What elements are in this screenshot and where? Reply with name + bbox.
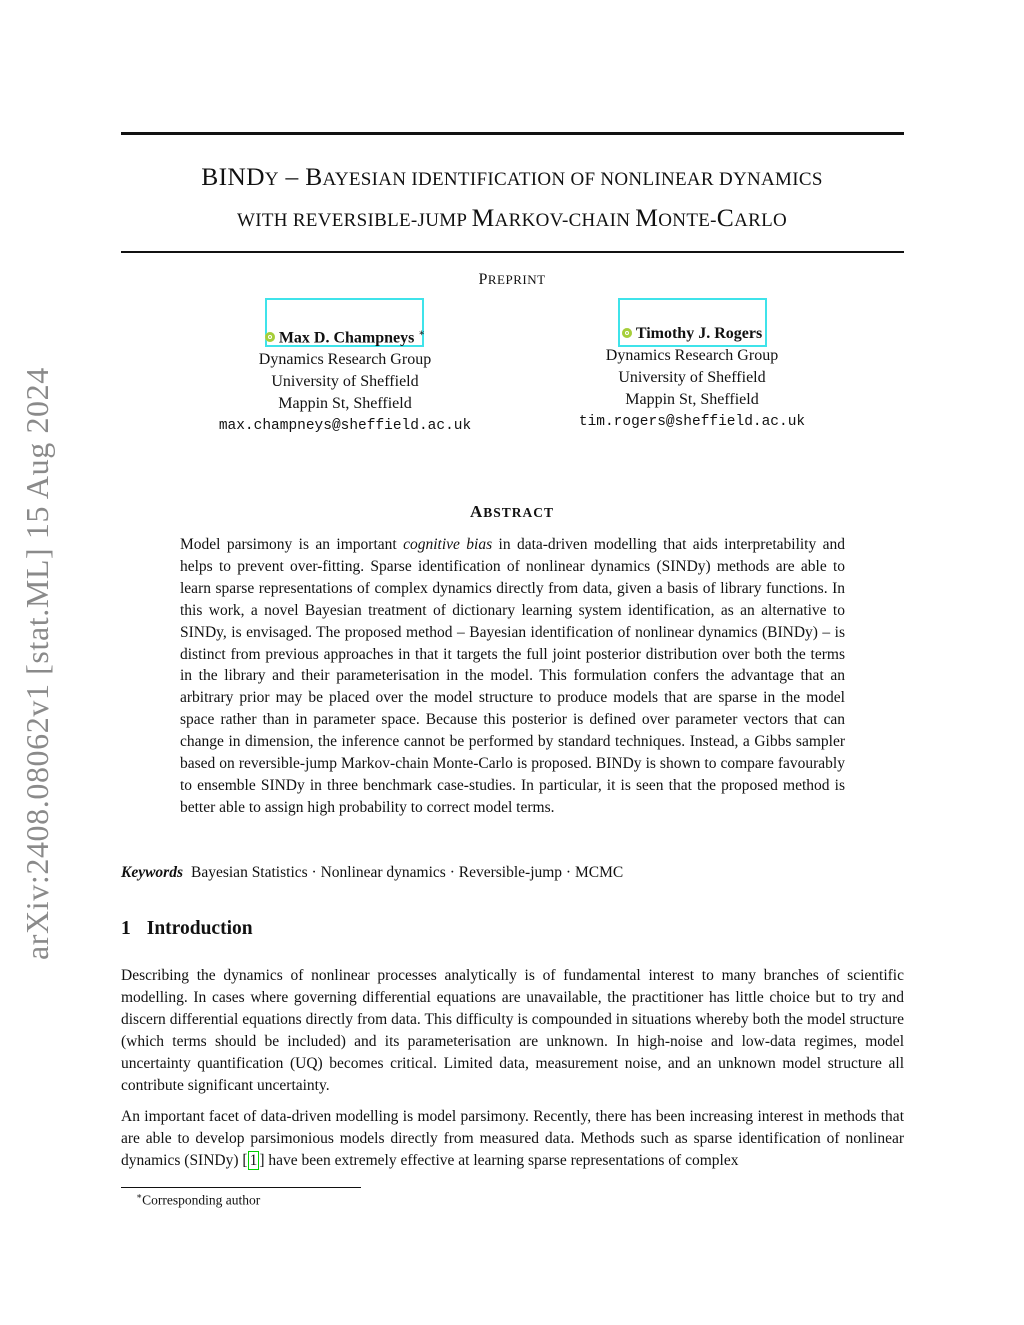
author-2-group: Dynamics Research Group	[605, 347, 779, 364]
author-1-block	[195, 323, 495, 437]
citation-link[interactable]: 1	[249, 1151, 258, 1169]
intro-paragraph-1: Describing the dynamics of nonlinear processes analytically is of fundamental interest to many branches of scientific modelling. In cases where governing differential equations are unavailable, the practitioner has little choice but to try and discern differential equations directly from data. This difficulty is compounded in situations whereby both the model structure (which terms should be included) and its parameterisation are unknown. In high-noise and low-data regimes, model uncertainty quantification (UQ) becomes critical. Limited data, measurement noise, and an unknown model structure all contribute significant uncertainty.	[121, 967, 904, 1094]
author-2-block	[542, 323, 842, 433]
intro-paragraph-2: An important facet of data-driven modelling is model parsimony. Recently, there has been increasing interest in methods that are able to develop parsimonious models directly from measured data. Methods such as sparse identification of nonlinear dynamics (SINDy) [ 1 ] have been extremely effective at learning sparse representations of complex	[121, 1108, 904, 1169]
author-1-footnote-mark: ∗	[418, 328, 426, 339]
orcid-icon[interactable]	[622, 328, 632, 338]
author-2-email: tim.rogers@sheffield.ac.uk	[578, 414, 806, 430]
author-2-university: University of Sheffield	[618, 369, 766, 386]
author-2-address: Mappin St, Sheffield	[625, 391, 759, 408]
preprint-label: PREPRINT	[478, 271, 546, 288]
footnote-rule	[121, 1187, 361, 1188]
section-heading-introduction: 1 Introduction	[121, 918, 253, 939]
orcid-icon[interactable]	[265, 332, 275, 342]
author-1-name[interactable]: Max D. Champneys	[278, 329, 415, 347]
abstract-heading: ABSTRACT	[469, 502, 555, 521]
author-1-group: Dynamics Research Group	[258, 351, 432, 369]
author-1-university: University of Sheffield	[271, 373, 419, 391]
author-1-address: Mappin St, Sheffield	[278, 395, 412, 413]
keywords-list: Bayesian Statistics · Nonlinear dynamics · Reversible-jump · MCMC	[191, 864, 624, 881]
paper-title: BINDY – BAYESIAN IDENTIFICATION OF NONLINEAR DYNAMICS WITH REVERSIBLE-JUMP MARKOV-CHAIN MONTE-CARLO	[201, 162, 823, 232]
title-top-rule	[121, 132, 904, 135]
author-1-email: max.champneys@sheffield.ac.uk	[218, 418, 472, 435]
abstract-text: Model parsimony is an important cognitive bias in data-driven modelling that aids interpretability and helps to prevent over-fitting. Sparse identification of nonlinear dynamics (SINDy) methods are able to learn sparse representations of complex dynamics directly from data, given a basis of library functions. In this work, a novel Bayesian treatment of dictionary learning system identification, as an alternative to SINDy, is envisaged. The proposed method – Bayesian identification of nonlinear dynamics (BINDy) – is distinct from previous approaches in that it targets the full joint posterior distribution over both the terms in the library and their parameterisation in the model. This formulation confers the advantage that an arbitrary prior may be placed over the model structure to produce models that are sparse in the model space rather than in parameter space. Because this posterior is defined over parameter vectors that can change in dimension, the inference cannot be performed by standard techniques. Instead, a Gibbs sampler based on reversible-jump Markov-chain Monte-Carlo is proposed. BINDy is shown to compare favourably to ensemble SINDy in three benchmark case-studies. In particular, it is seen that the proposed method is better able to assign high probability to correct model terms.	[180, 536, 846, 816]
keywords-line	[121, 864, 623, 882]
footnote: ∗Corresponding author	[136, 1191, 261, 1208]
author-2-name[interactable]: Timothy J. Rogers	[635, 325, 763, 342]
arxiv-side-stamp: arXiv:2408.08062v1 [stat.ML] 15 Aug 2024	[19, 367, 55, 960]
title-bottom-rule	[121, 251, 904, 253]
keywords-label: Keywords	[121, 864, 183, 881]
